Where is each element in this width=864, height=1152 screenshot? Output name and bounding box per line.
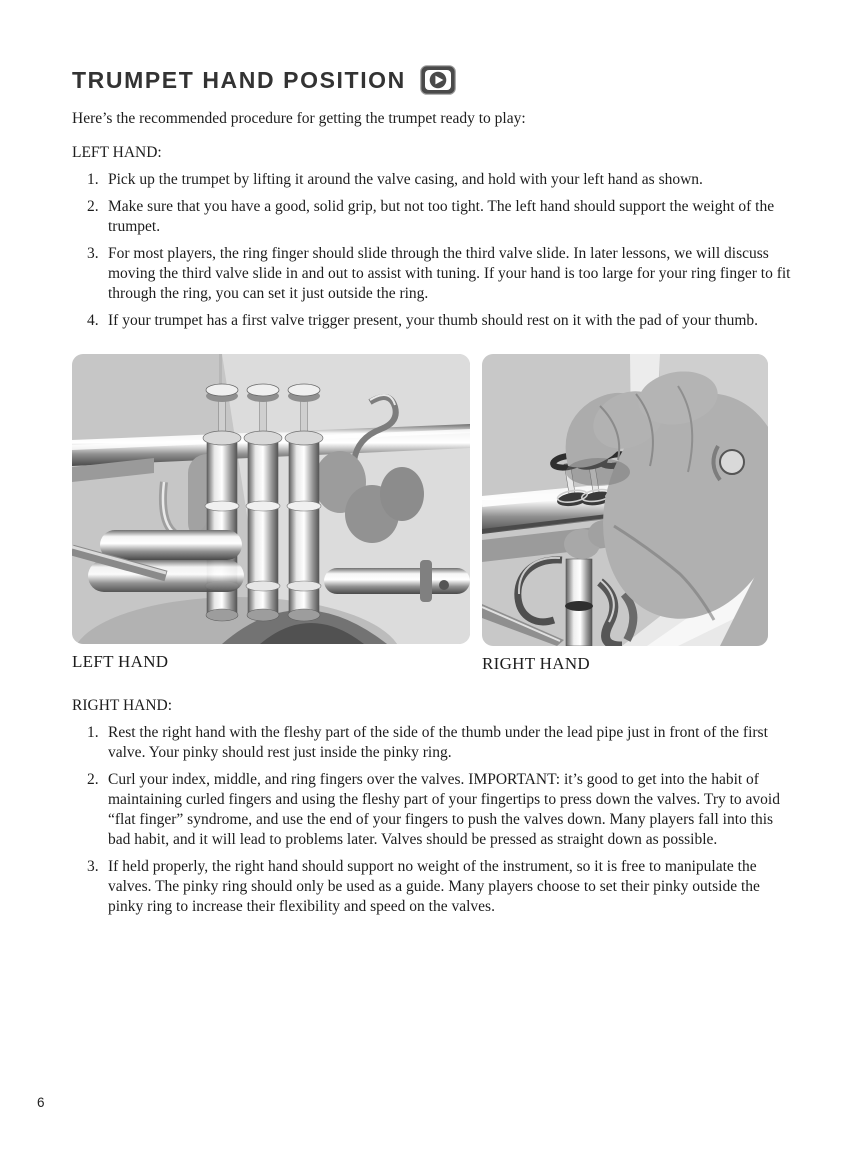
step-number: 2. (87, 198, 99, 215)
step-number: 3. (87, 245, 99, 262)
page-number: 6 (37, 1095, 45, 1110)
step-item (72, 770, 792, 850)
step-number: 4. (87, 312, 99, 329)
video-play-icon[interactable] (420, 65, 456, 95)
photo-row (72, 354, 792, 675)
step-text: Curl your index, middle, and ring fingers over the valves. IMPORTANT: it’s good to get into the habit of maintaining curled fingers and using the fleshy part of your fingertips to press down the valves. Try to avoid “flat finger” syndrome, and use the end of your fingers to push the valves down. Many players fall into this bad habit, and it will lead to problems later. Valves should be pressed as straight down as possible. (108, 771, 780, 848)
step-item (72, 170, 792, 190)
right-hand-photo (482, 354, 768, 646)
left-hand-heading: LEFT HAND: (72, 144, 162, 161)
step-number: 1. (87, 171, 99, 188)
step-item (72, 311, 792, 331)
left-hand-photo-figure (72, 354, 470, 675)
step-text: Make sure that you have a good, solid grip, but not too tight. The left hand should support the weight of the trumpet. (108, 198, 775, 235)
step-text: Rest the right hand with the fleshy part of the side of the thumb under the lead pipe just in front of the first valve. Your pinky should rest just inside the pinky ring. (108, 724, 768, 761)
step-text: For most players, the ring finger should slide through the third valve slide. In later lessons, we will discuss moving the third valve slide in and out to assist with tuning. If your hand is too large for your ring finger to fit through the ring, you can set it just outside the ring. (108, 245, 791, 302)
step-item (72, 197, 792, 237)
step-number: 2. (87, 771, 99, 788)
left-photo-caption: LEFT HAND (72, 652, 169, 671)
left-hand-photo (72, 354, 470, 644)
valve-caps (203, 384, 323, 445)
step-item (72, 723, 792, 763)
right-photo-caption: RIGHT HAND (482, 654, 590, 673)
step-text: Pick up the trumpet by lifting it around the valve casing, and hold with your left hand as shown. (108, 171, 703, 188)
step-number: 3. (87, 858, 99, 875)
step-number: 1. (87, 724, 99, 741)
page-title: TRUMPET HAND POSITION (72, 67, 406, 93)
step-text: If held properly, the right hand should support no weight of the instrument, so it is free to manipulate the valves. The pinky ring should only be used as a guide. Many players choose to set their pinky outside the pinky ring to increase their flexibility and speed on the valves. (108, 858, 760, 915)
title-row (72, 64, 792, 96)
right-hand-photo-figure (482, 354, 768, 675)
right-hand-heading: RIGHT HAND: (72, 697, 173, 714)
left-hand-steps (72, 170, 792, 331)
step-item (72, 857, 792, 917)
intro-text: Here’s the recommended procedure for getting the trumpet ready to play: (72, 110, 526, 127)
right-hand-steps (72, 723, 792, 917)
step-item (72, 244, 792, 304)
step-text: If your trumpet has a first valve trigger present, your thumb should rest on it with the pad of your thumb. (108, 312, 759, 329)
